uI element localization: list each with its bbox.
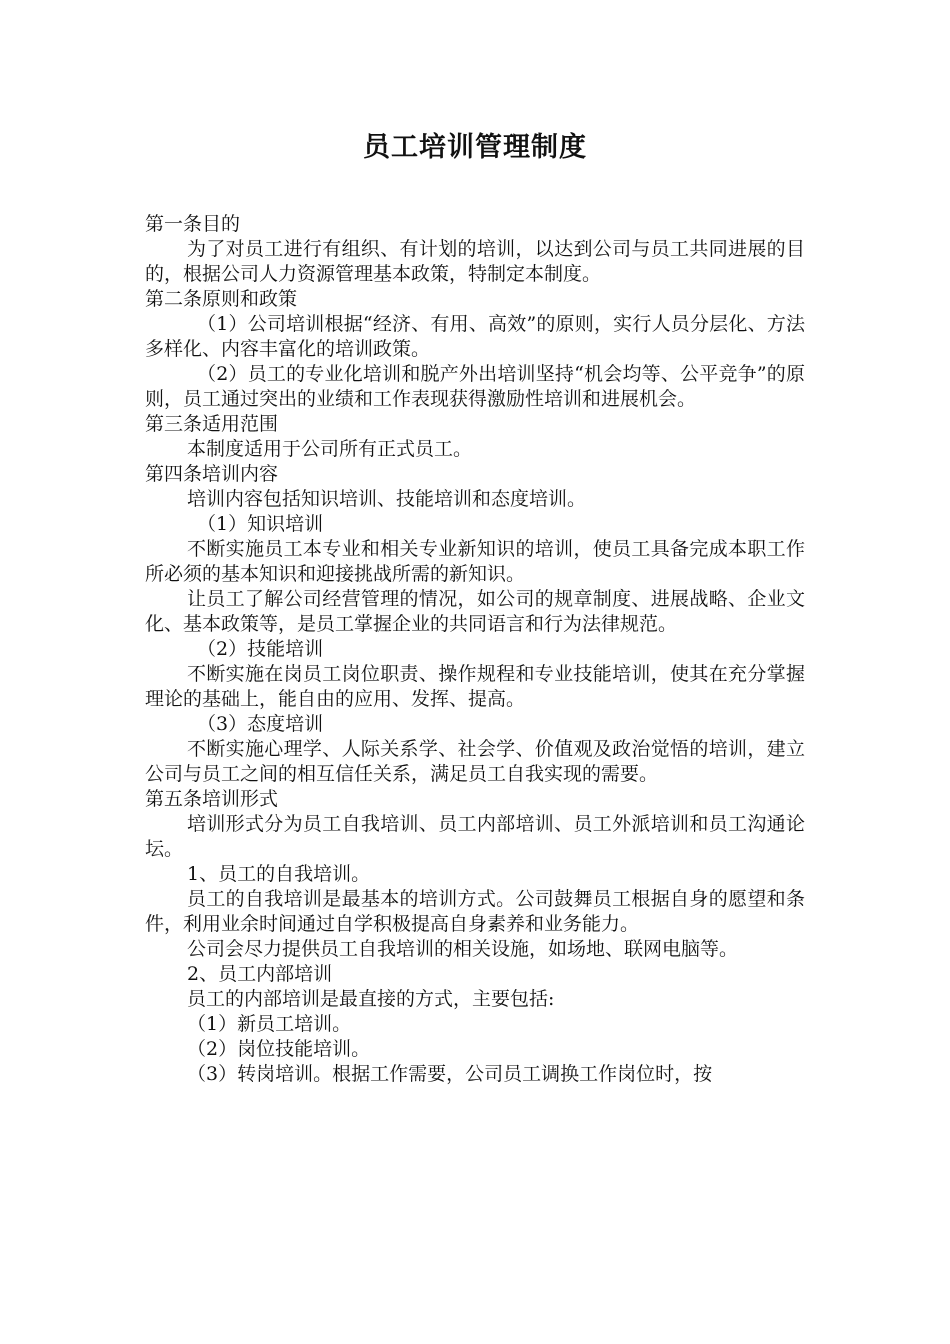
section-heading: 第四条培训内容 [145,463,279,485]
section-heading: 第五条培训形式 [145,788,279,810]
paragraph: 本制度适用于公司所有正式员工。 [187,438,473,460]
paragraph: 不断实施心理学、人际关系学、社会学、价值观及政治觉悟的培训，建立公司与员工之间的相互信任关系，满足员工自我实现的需要。 [145,738,805,785]
paragraph: 员工的内部培训是最直接的方式，主要包括: [187,988,555,1010]
document-body [145,212,805,1087]
paragraph: （3）转岗培训。根据工作需要，公司员工调换工作岗位时，按 [187,1063,713,1085]
paragraph: （1）知识培训 [197,513,324,535]
section-heading: 第二条原则和政策 [145,288,298,310]
paragraph: 培训形式分为员工自我培训、员工内部培训、员工外派培训和员工沟通论坛。 [145,813,805,860]
paragraph: （2）技能培训 [197,638,324,660]
paragraph: （2）岗位技能培训。 [187,1038,371,1060]
paragraph: 员工的自我培训是最基本的培训方式。公司鼓舞员工根据自身的愿望和条件，利用业余时间通过自学积极提高自身素养和业务能力。 [145,888,805,935]
paragraph: 公司会尽力提供员工自我培训的相关设施，如场地、联网电脑等。 [187,938,739,960]
paragraph: （1）新员工培训。 [187,1013,352,1035]
paragraph: 不断实施员工本专业和相关专业新知识的培训，使员工具备完成本职工作所必须的基本知识和迎接挑战所需的新知识。 [145,538,805,585]
paragraph: （2）员工的专业化培训和脱产外出培训坚持“机会均等、公平竞争”的原则，员工通过突出的业绩和工作表现获得激励性培训和进展机会。 [145,363,805,410]
paragraph: 培训内容包括知识培训、技能培训和态度培训。 [187,488,587,510]
paragraph: 2、员工内部培训 [187,963,333,985]
paragraph: 让员工了解公司经营管理的情况，如公司的规章制度、进展战略、企业文化、基本政策等，是员工掌握企业的共同语言和行为法律规范。 [145,588,805,635]
paragraph: （1）公司培训根据“经济、有用、高效”的原则，实行人员分层化、方法多样化、内容丰富化的培训政策。 [145,313,805,360]
section-heading: 第一条目的 [145,213,241,235]
section-heading: 第三条适用范围 [145,413,279,435]
paragraph: （3）态度培训 [197,713,324,735]
paragraph: 为了对员工进行有组织、有计划的培训，以达到公司与员工共同进展的目的，根据公司人力资源管理基本政策，特制定本制度。 [145,238,805,285]
paragraph: 1、员工的自我培训。 [187,863,371,885]
document-title: 员工培训管理制度 [363,132,587,163]
paragraph: 不断实施在岗员工岗位职责、操作规程和专业技能培训，使其在充分掌握理论的基础上，能自由的应用、发挥、提高。 [145,663,805,710]
